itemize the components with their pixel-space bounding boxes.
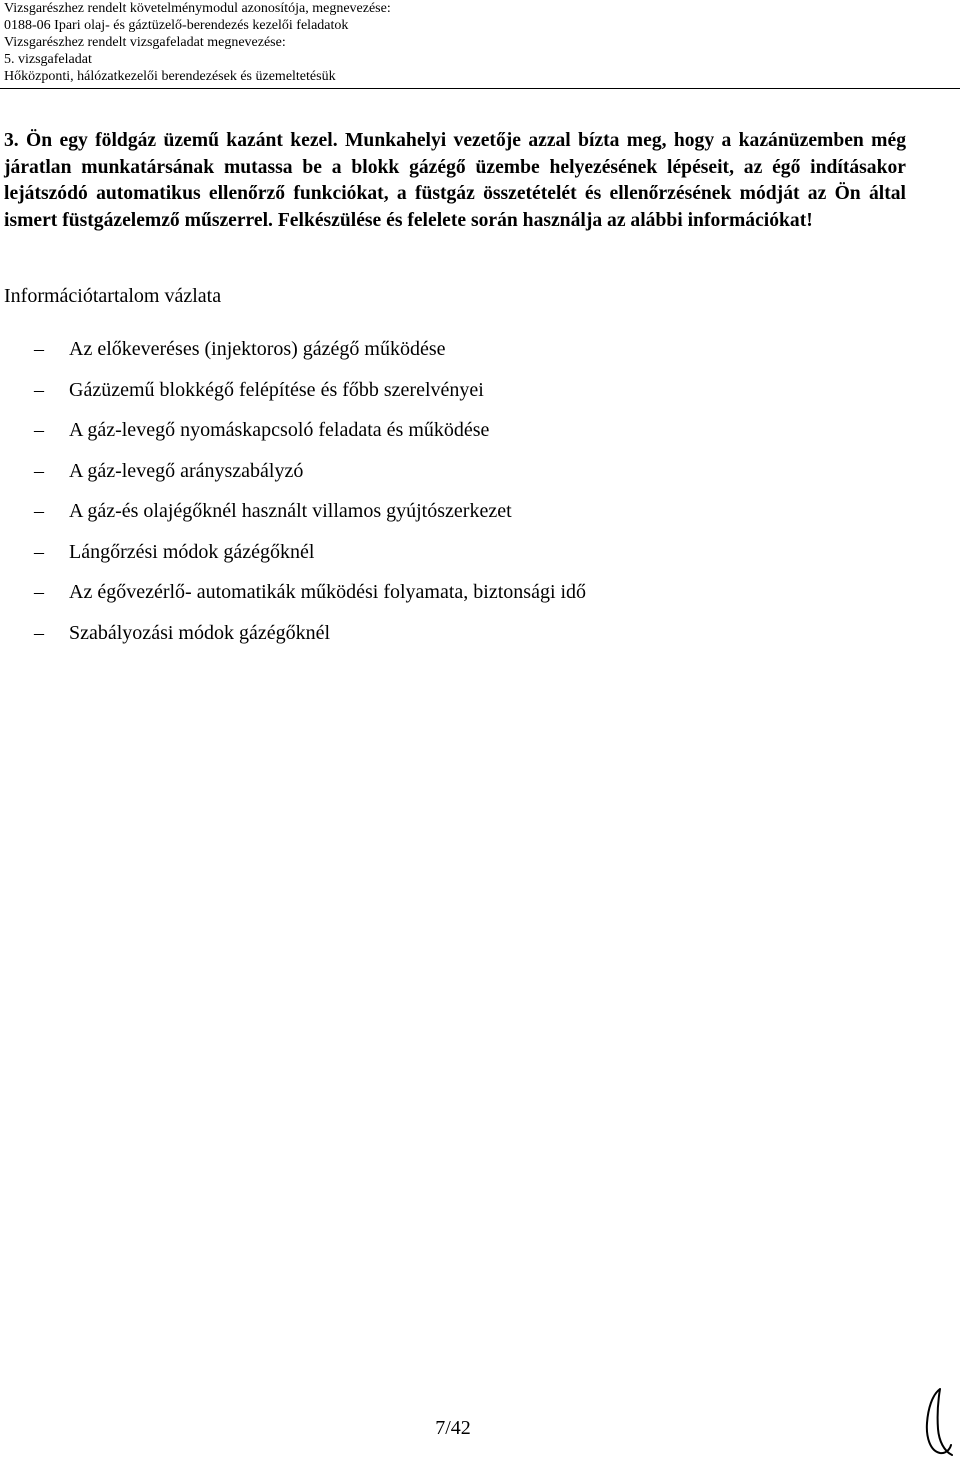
dash-bullet-icon: – xyxy=(34,459,44,482)
signature-mark xyxy=(918,1385,958,1459)
header-divider xyxy=(0,88,960,89)
task-description: 3. Ön egy földgáz üzemű kazánt kezel. Munkahelyi vezetője azzal bízta meg, hogy a kazánüzemben még járatlan munkatársának mutassa be a blokk gázégő üzembe helyezésének lépéseit, az égő indításakor lejátszódó automatikus ellenőrző funkciókat, a füstgáz összetételét és ellenőrzésének módját az Ön által ismert füstgázelemző műszerrel. Felkészülése és felelete során használja az alábbi információkat! xyxy=(4,130,906,231)
header-task-number: 5. vizsgafeladat xyxy=(4,52,92,67)
dash-bullet-icon: – xyxy=(34,581,44,603)
dash-bullet-icon: – xyxy=(34,621,44,644)
outline-item-text: Lángőrzési módok gázégőknél xyxy=(69,540,315,563)
header-module-label: Vizsgarészhez rendelt követelménymodul azonosítója, megnevezése: xyxy=(4,1,391,16)
outline-item-text: A gáz-levegő arányszabályzó xyxy=(69,459,304,482)
header-task-label: Vizsgarészhez rendelt vizsgafeladat megnevezése: xyxy=(4,35,286,50)
outline-item-text: A gáz-és olajégőknél használt villamos gyújtószerkezet xyxy=(69,500,512,522)
dash-bullet-icon: – xyxy=(34,540,44,563)
outline-item-text: Gázüzemű blokkégő felépítése és főbb szerelvényei xyxy=(69,378,484,401)
outline-item-text: Szabályozási módok gázégőknél xyxy=(69,621,331,644)
outline-title: Információtartalom vázlata xyxy=(4,285,222,307)
dash-bullet-icon: – xyxy=(34,378,44,401)
outline-item-text: Az előkeveréses (injektoros) gázégő működése xyxy=(69,338,446,360)
outline-item-text: Az égővezérlő- automatikák működési folyamata, biztonsági idő xyxy=(69,581,587,603)
dash-bullet-icon: – xyxy=(34,338,44,360)
page-number: 7/42 xyxy=(435,1417,471,1439)
header-module-name: 0188-06 Ipari olaj- és gáztüzelő-berendezés kezelői feladatok xyxy=(4,18,349,33)
dash-bullet-icon: – xyxy=(34,500,44,522)
document-header xyxy=(4,0,954,85)
outline-item-text: A gáz-levegő nyomáskapcsoló feladata és működése xyxy=(69,419,490,441)
dash-bullet-icon: – xyxy=(34,419,44,441)
header-task-name: Hőközponti, hálózatkezelői berendezések és üzemeltetésük xyxy=(4,69,336,84)
